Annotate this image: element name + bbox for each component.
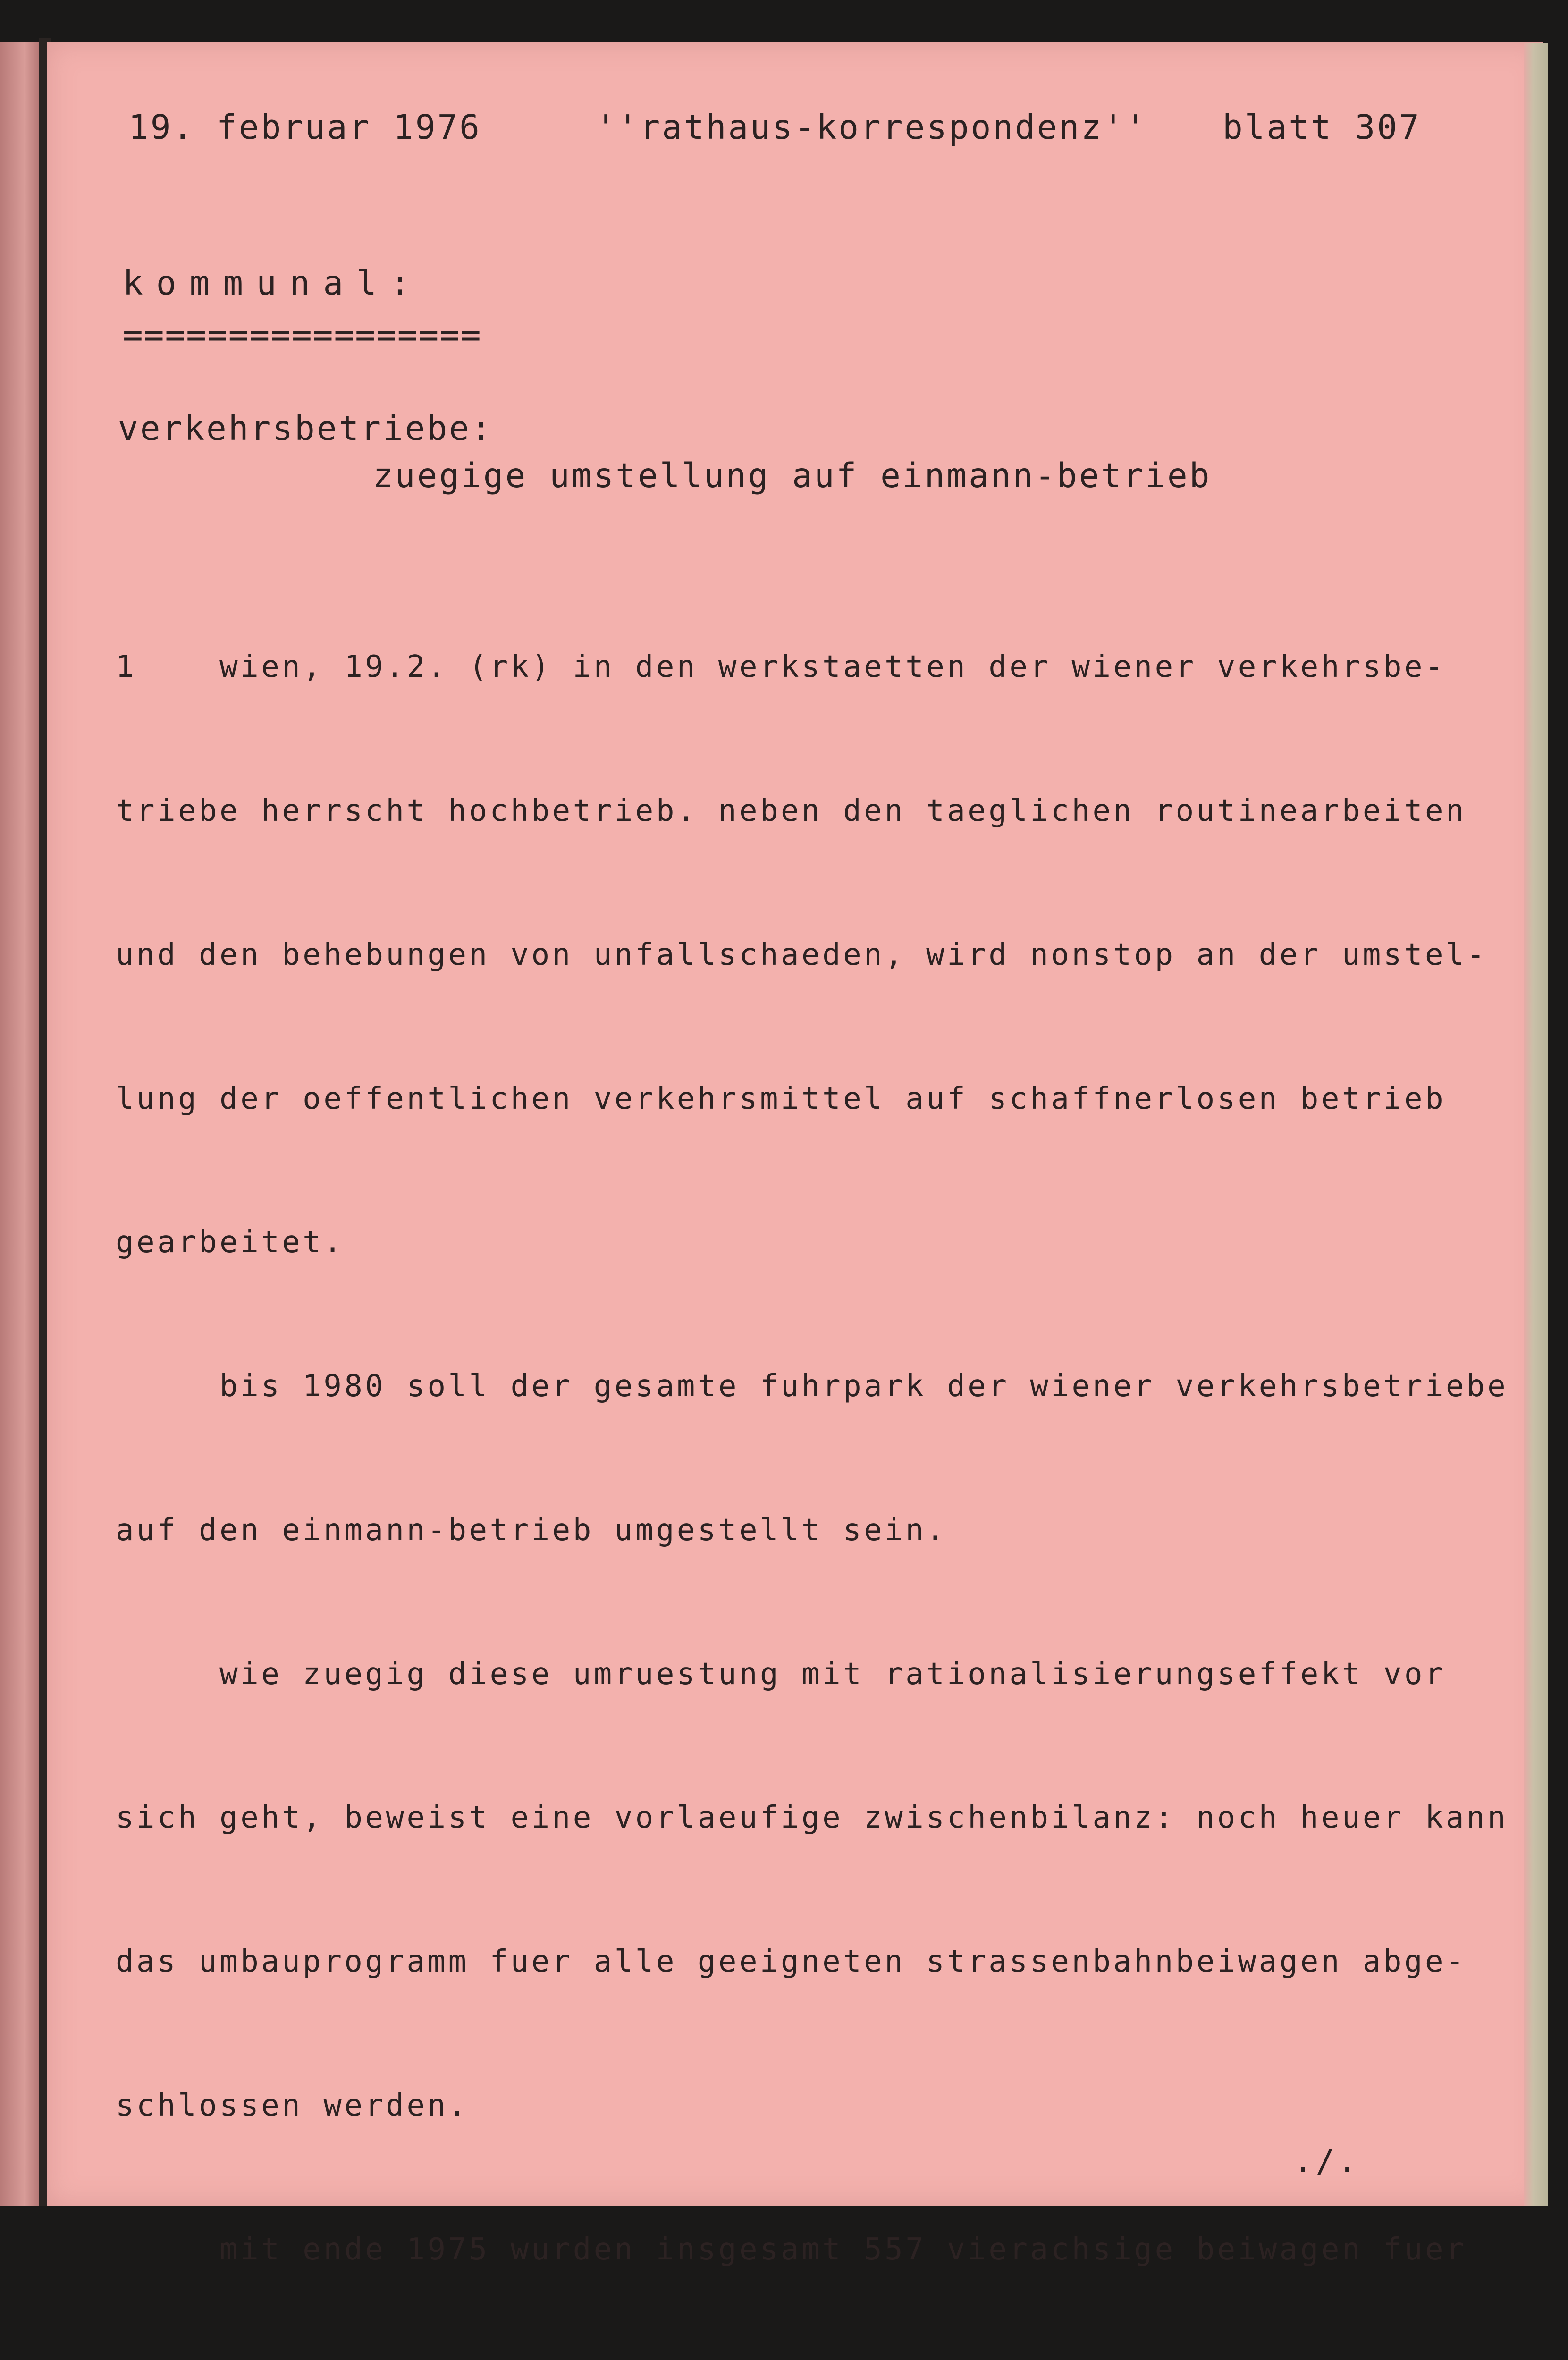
body-line: bis 1980 soll der gesamte fuhrpark der wiener verkehrsbetriebe [116,1369,1509,1404]
article-headline: zuegige umstellung auf einmann-betrieb [373,456,1212,495]
body-line: wie zuegig diese umruestung mit rationalisierungseffekt vor [116,1656,1446,1692]
continuation-mark: ./. [1293,2143,1360,2180]
body-line: schlossen werden. [116,2088,469,2123]
left-page-edge [0,42,45,2206]
header-date: 19. februar 1976 [128,108,481,147]
body-line: auf den einmann-betrieb umgestellt sein. [116,1512,947,1548]
body-line: triebe herrscht hochbetrieb. neben den taeglichen routinearbeiten [116,793,1467,828]
header-publication: ''rathaus-korrespondenz'' [596,108,1147,147]
body-line: lung der oeffentlichen verkehrsmittel auf schaffnerlosen betrieb [116,1081,1446,1116]
body-line: gearbeitet. [116,1225,345,1260]
body-line: mit ende 1975 wurden insgesamt 557 vierachsige beiwagen fuer [116,2232,1467,2267]
article-body [116,548,1529,2360]
body-line: das umbauprogramm fuer alle geeigneten strassenbahnbeiwagen abge- [116,1944,1467,1980]
body-line: 1 wien, 19.2. (rk) in den werkstaetten der wiener verkehrsbe- [116,649,1446,685]
section-title: kommunal: [123,263,423,303]
body-line: sich geht, beweist eine vorlaeufige zwischenbilanz: noch heuer kann [116,1800,1509,1836]
article-topic: verkehrsbetriebe: [118,409,493,448]
header-page-number: blatt 307 [1222,108,1421,147]
section-underline: ================= [123,315,482,354]
body-line: und den behebungen von unfallschaeden, wird nonstop an der umstel- [116,937,1488,972]
